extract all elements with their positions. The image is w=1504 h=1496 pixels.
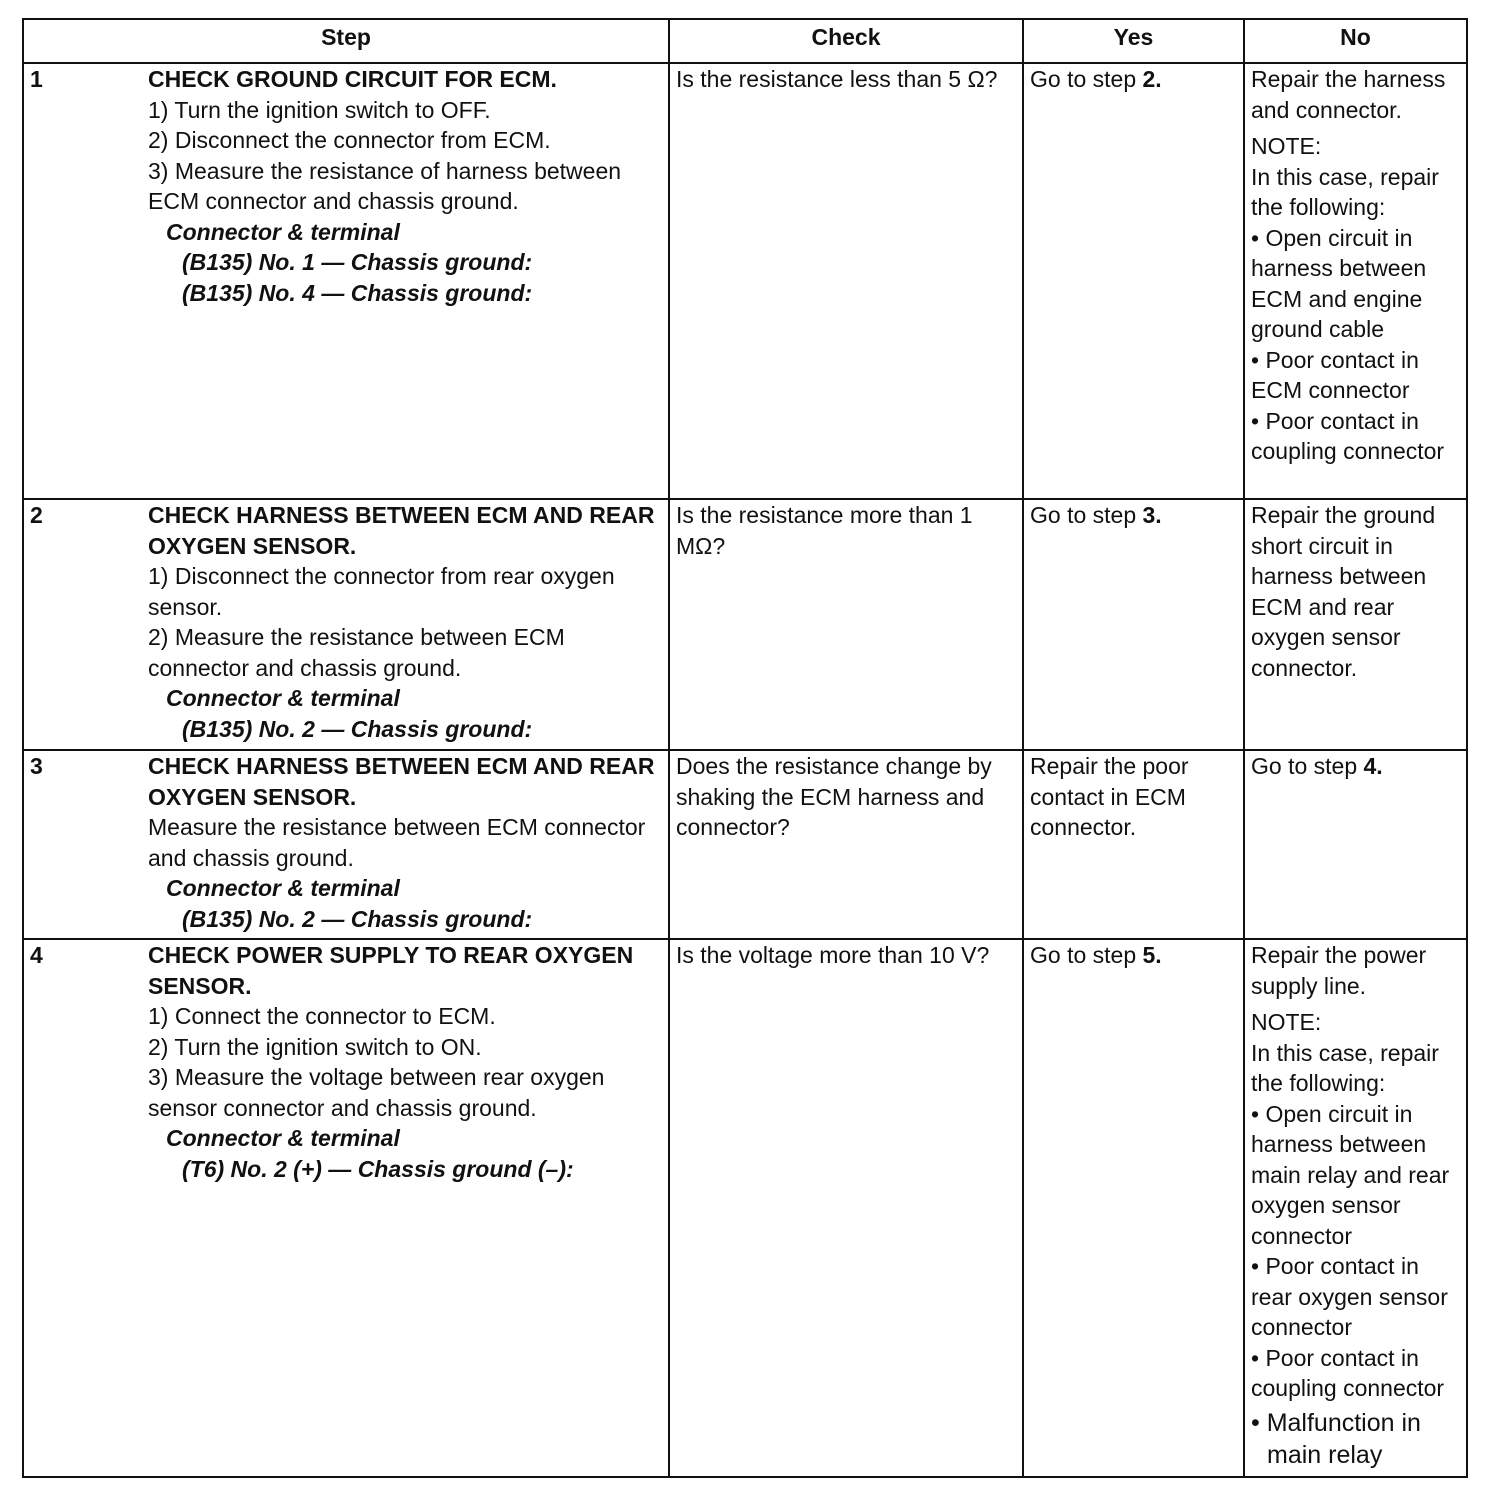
step-instruction: 3) Measure the resistance of harness between ECM connector and chassis ground. — [148, 157, 622, 214]
connector-terminal-heading: Connector & terminal — [166, 875, 400, 901]
table-row — [23, 499, 1467, 750]
table-row — [23, 939, 1467, 1477]
no-bullet: • Poor contact in coupling connector — [1251, 1344, 1445, 1401]
no-bullet: • Open circuit in harness between ECM and engine ground cable — [1251, 224, 1427, 342]
note-intro: In this case, repair the following: — [1251, 163, 1439, 220]
check-cell: Is the resistance more than 1 MΩ? — [669, 499, 1023, 750]
no-cell — [1244, 499, 1467, 750]
table-row — [23, 63, 1467, 499]
step-instruction: 1) Turn the ignition switch to OFF. — [148, 96, 491, 123]
yes-cell — [1023, 63, 1244, 499]
step-title: CHECK GROUND CIRCUIT FOR ECM. — [148, 66, 557, 92]
step-title: CHECK POWER SUPPLY TO REAR OXYGEN SENSOR. — [148, 942, 634, 999]
connector-terminal-spec: (B135) No. 2 — Chassis ground: — [182, 715, 533, 742]
yes-step-ref: 5. — [1142, 942, 1162, 968]
connector-terminal-heading: Connector & terminal — [166, 1125, 400, 1151]
no-main-text: Repair the harness and connector. — [1251, 66, 1446, 123]
connector-terminal-heading: Connector & terminal — [166, 218, 400, 245]
diagnostic-table — [22, 18, 1468, 1478]
step-instruction: 2) Disconnect the connector from ECM. — [148, 127, 551, 153]
yes-text: Go to step — [1030, 66, 1143, 92]
yes-text: Go to step — [1030, 942, 1143, 968]
header-row — [23, 19, 1467, 63]
no-cell — [1244, 939, 1467, 1477]
yes-text: Go to step — [1030, 502, 1143, 528]
no-bullet-extra: • Malfunction in main relay — [1251, 1408, 1421, 1469]
step-title: CHECK HARNESS BETWEEN ECM AND REAR OXYGEN SENSOR. — [148, 502, 655, 559]
no-main-text: Repair the power supply line. — [1251, 942, 1427, 999]
header-check: Check — [669, 19, 1023, 63]
step-cell — [23, 63, 669, 499]
table-row — [23, 750, 1467, 939]
header-yes: Yes — [1023, 19, 1244, 63]
step-instruction: 2) Measure the resistance between ECM connector and chassis ground. — [148, 624, 565, 681]
step-instruction: 1) Disconnect the connector from rear oxygen sensor. — [148, 563, 615, 620]
step-number: 4 — [30, 942, 43, 968]
step-instruction: 2) Turn the ignition switch to ON. — [148, 1033, 482, 1060]
step-instruction: Measure the resistance between ECM connector and chassis ground. — [148, 814, 646, 871]
connector-terminal-spec: (B135) No. 1 — Chassis ground: — [182, 249, 533, 275]
step-instruction: 1) Connect the connector to ECM. — [148, 1003, 496, 1029]
yes-step-ref: 2. — [1142, 66, 1162, 92]
step-number: 2 — [30, 502, 43, 528]
check-cell: Does the resistance change by shaking the ECM harness and connector? — [669, 750, 1023, 939]
step-number: 3 — [30, 753, 43, 779]
step-cell — [23, 750, 669, 939]
header-step: Step — [23, 19, 669, 63]
note-heading: NOTE: — [1251, 1009, 1322, 1035]
connector-terminal-spec: (B135) No. 4 — Chassis ground: — [182, 279, 533, 306]
check-cell: Is the voltage more than 10 V? — [669, 939, 1023, 1477]
connector-terminal-spec: (B135) No. 2 — Chassis ground: — [182, 905, 533, 932]
note-heading: NOTE: — [1251, 133, 1322, 159]
connector-terminal-heading: Connector & terminal — [166, 685, 400, 711]
no-text: Go to step — [1251, 753, 1364, 779]
no-bullet: • Poor contact in coupling connector — [1251, 407, 1445, 464]
yes-cell — [1023, 939, 1244, 1477]
no-bullet: • Open circuit in harness between main relay and rear oxygen sensor connector — [1251, 1100, 1450, 1249]
check-cell: Is the resistance less than 5 Ω? — [669, 63, 1023, 499]
no-cell — [1244, 750, 1467, 939]
step-number: 1 — [30, 66, 43, 92]
header-no: No — [1244, 19, 1467, 63]
no-bullet: • Poor contact in ECM connector — [1251, 346, 1419, 403]
connector-terminal-spec: (T6) No. 2 (+) — Chassis ground (–): — [182, 1155, 574, 1182]
step-title: CHECK HARNESS BETWEEN ECM AND REAR OXYGEN SENSOR. — [148, 753, 655, 810]
no-cell — [1244, 63, 1467, 499]
no-step-ref: 4. — [1363, 753, 1383, 779]
yes-step-ref: 3. — [1142, 502, 1162, 528]
yes-cell — [1023, 499, 1244, 750]
step-cell — [23, 499, 669, 750]
step-cell — [23, 939, 669, 1477]
note-intro: In this case, repair the following: — [1251, 1039, 1439, 1096]
yes-cell: Repair the poor contact in ECM connector. — [1023, 750, 1244, 939]
no-main-text: Repair the ground short circuit in harness between ECM and rear oxygen sensor connector. — [1251, 502, 1436, 681]
step-instruction: 3) Measure the voltage between rear oxygen sensor connector and chassis ground. — [148, 1064, 605, 1121]
no-bullet: • Poor contact in rear oxygen sensor connector — [1251, 1253, 1448, 1340]
